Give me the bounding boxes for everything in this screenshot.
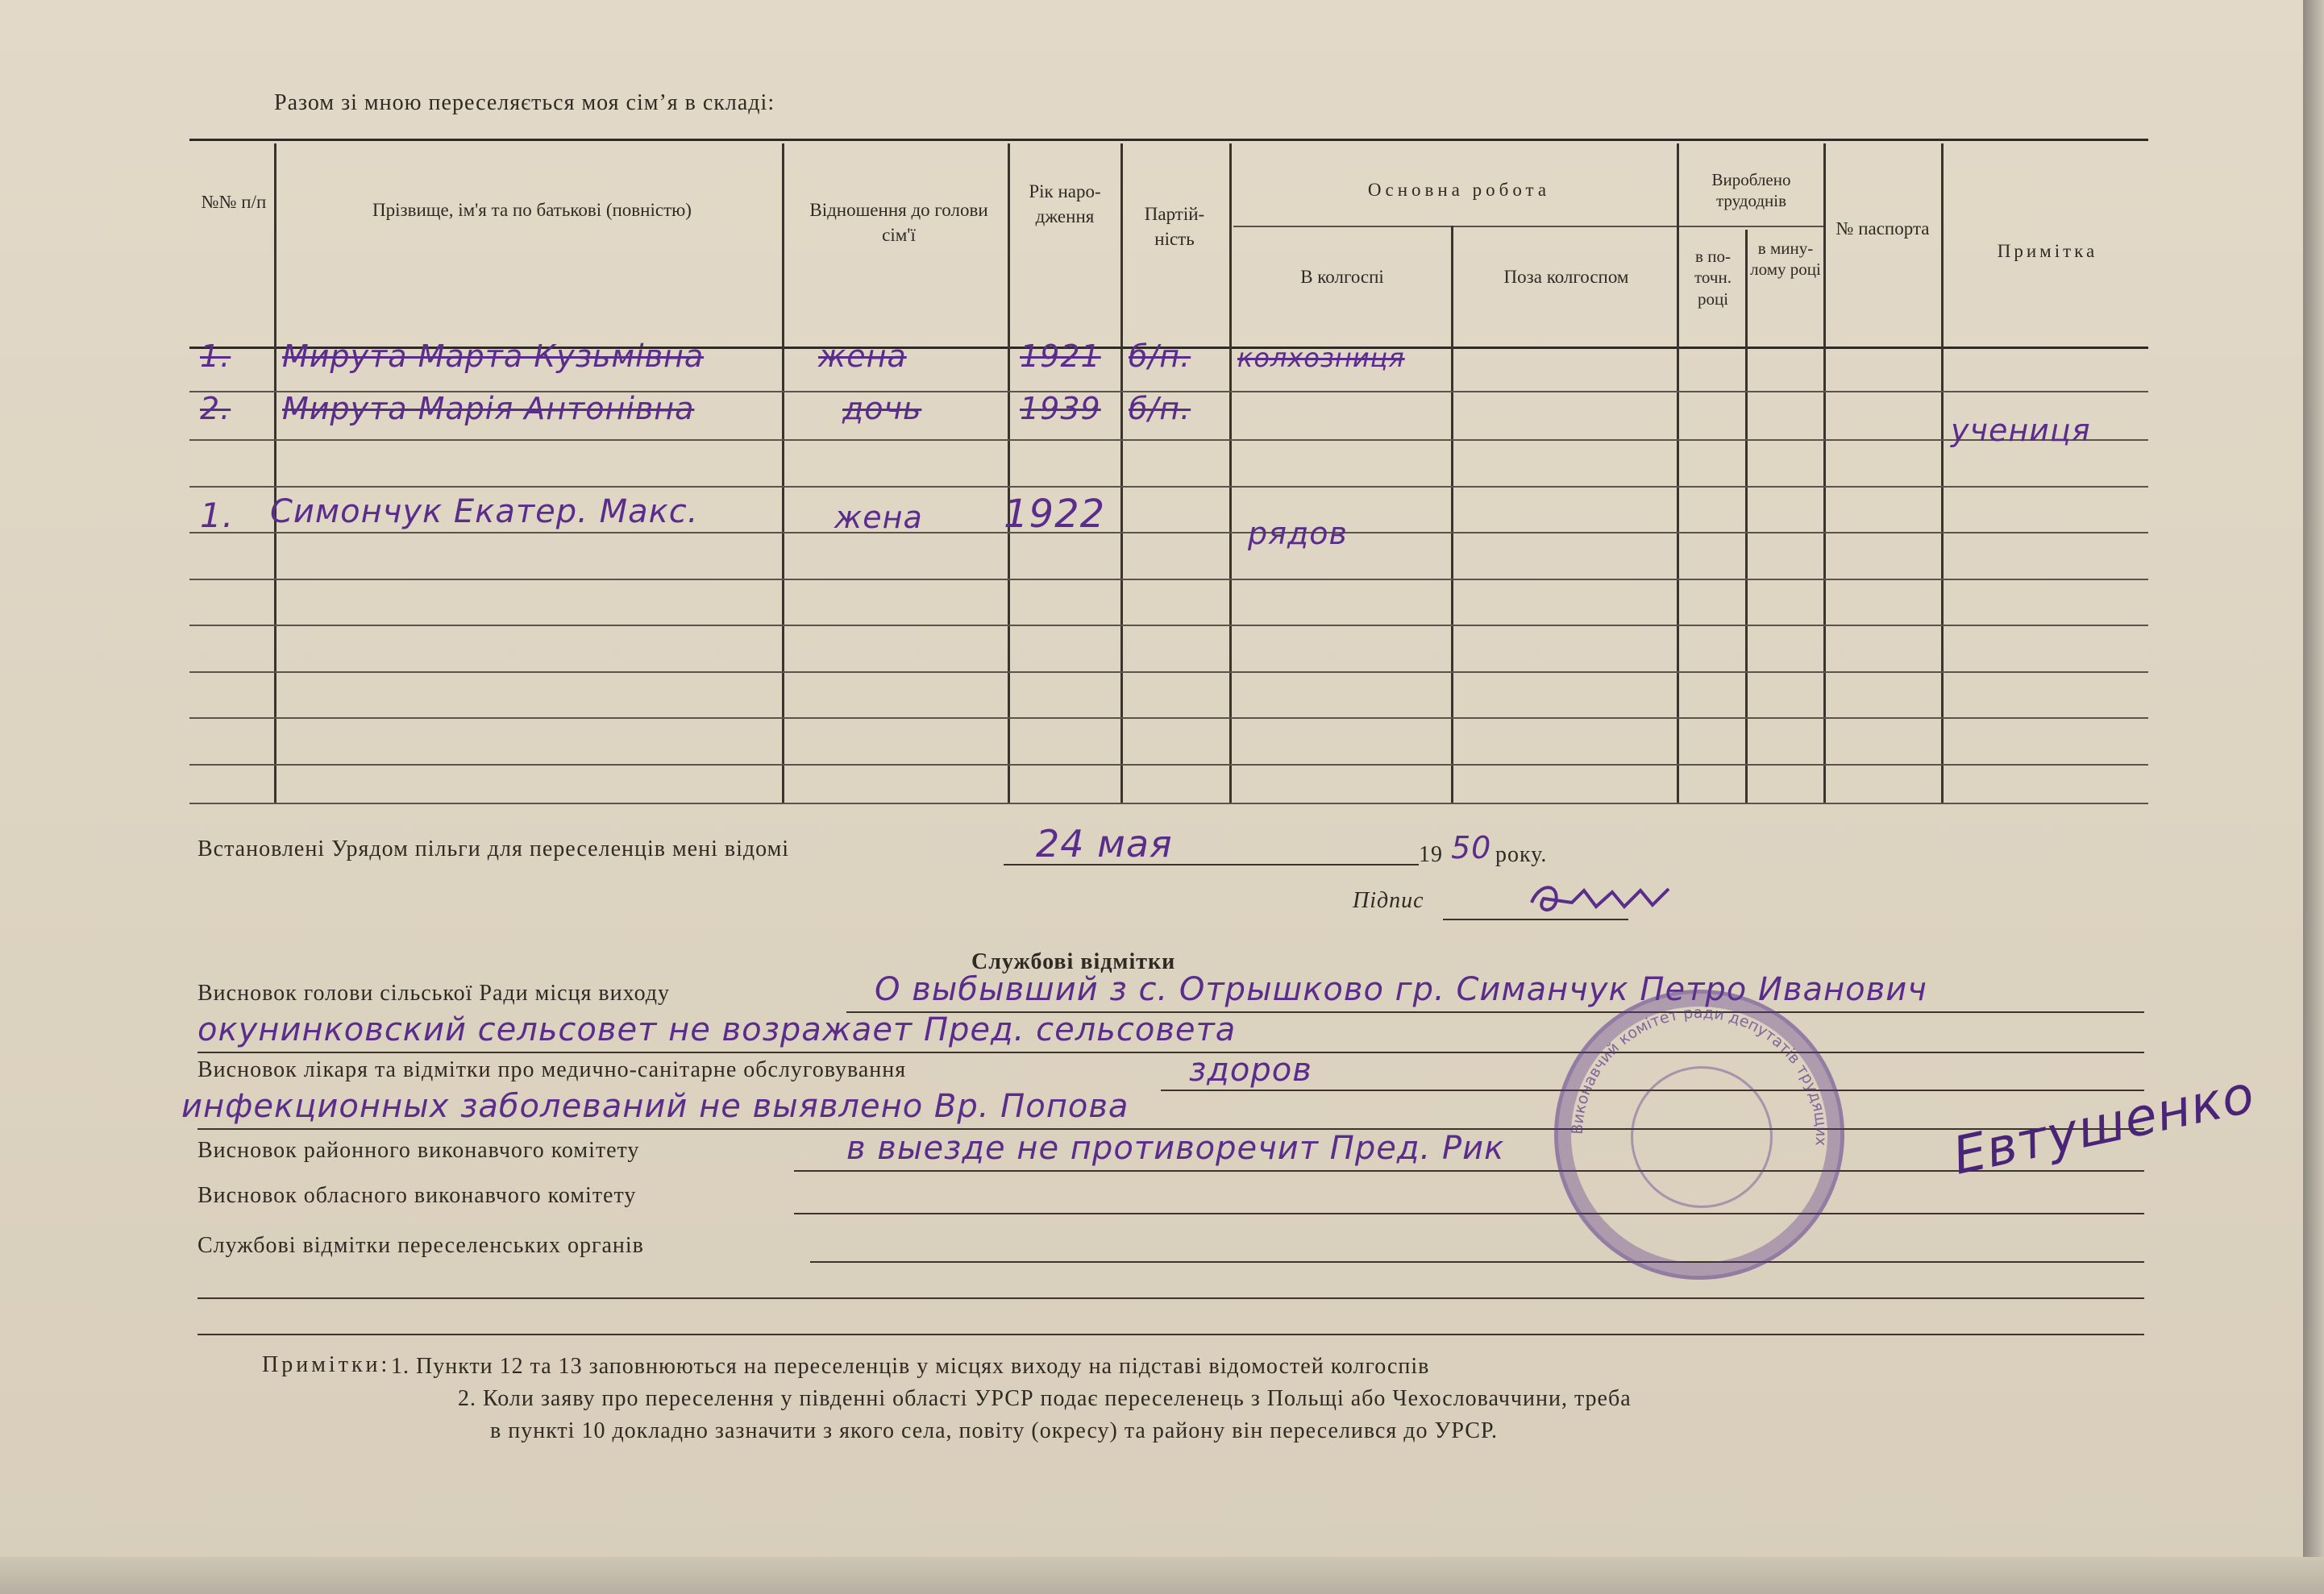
district-line xyxy=(794,1170,2144,1172)
row-rule xyxy=(189,764,2148,766)
village-hand-1[interactable]: О выбывший з с. Отрышково гр. Симанчук Петро Иванович xyxy=(875,971,1927,1008)
stamp-ring-text xyxy=(1558,994,1840,1276)
row3-kolhosp: рядов xyxy=(1248,516,1348,551)
header-num: №№ п/п xyxy=(201,192,267,212)
row1-kolhosp: колхозниця xyxy=(1237,342,1405,373)
row1-party: б/п. xyxy=(1129,338,1191,374)
official-stamp xyxy=(1554,990,1844,1280)
village-label: Висновок голови сільської Ради місця виходу xyxy=(197,981,671,1006)
family-heading: Разом зі мною переселяється моя сім’я в складі: xyxy=(274,90,775,115)
col-divider xyxy=(1677,143,1679,804)
resettlement-line-2 xyxy=(197,1297,2144,1299)
header-last-year: в мину- лому році xyxy=(1750,239,1821,280)
note-2b: в пункті 10 докладно зазначити з якого села, повіту (окресу) та району він переселився до УРСР. xyxy=(490,1418,1499,1443)
row2-note: учениця xyxy=(1951,413,2091,448)
row-rule xyxy=(189,717,2148,719)
row-rule xyxy=(189,486,2148,488)
row2-num: 2. xyxy=(200,391,231,426)
row2-name: Мирута Марія Антонівна xyxy=(282,391,695,426)
row1-name: Мирута Марта Кузьмівна xyxy=(282,338,705,374)
privileges-year-suffix: року. xyxy=(1495,842,1548,867)
district-label: Висновок районного виконавчого комітету xyxy=(197,1138,640,1163)
main-work-sub-rule xyxy=(1233,226,1685,227)
workdays-sub-rule xyxy=(1677,226,1826,227)
col-divider xyxy=(782,143,784,804)
district-hand[interactable]: в выезде не противоречит Пред. Рик xyxy=(846,1130,1505,1167)
official-title: Службові відмітки xyxy=(971,949,1176,974)
row-rule xyxy=(189,803,2148,804)
header-party: Партій- ність xyxy=(1144,204,1205,250)
col-divider xyxy=(1823,143,1826,804)
col-divider xyxy=(1941,143,1944,804)
header-outside: Поза колгоспом xyxy=(1503,267,1629,287)
header-relation: Відношення до голови сім'ї xyxy=(809,200,988,246)
privileges-year[interactable]: 50 xyxy=(1451,830,1492,865)
resettlement-label: Службові відмітки переселенських органів xyxy=(197,1233,644,1258)
col-divider xyxy=(1120,143,1123,804)
village-hand-2[interactable]: окунинковский сельсовет не возражает Пред. сельсовета xyxy=(197,1011,1237,1048)
header-name: Прізвище, ім'я та по батькові (повністю) xyxy=(372,200,692,220)
row-rule xyxy=(189,625,2148,626)
oblast-label: Висновок обласного виконавчого комітету xyxy=(197,1183,637,1208)
village-line-2 xyxy=(197,1052,2144,1053)
doctor-hand-2[interactable]: инфекционных заболеваний не выявлено Вр. Попова xyxy=(181,1088,1129,1125)
resettlement-line-1 xyxy=(810,1261,2144,1263)
header-workdays: Вироблено трудоднів xyxy=(1711,170,1791,211)
row2-party: б/п. xyxy=(1129,391,1191,426)
row3-name: Симончук Екатер. Макс. xyxy=(270,493,699,530)
row3-num: 1. xyxy=(200,496,235,535)
header-current-year: в по- точн. році xyxy=(1694,247,1732,309)
row2-relation: дочь xyxy=(842,391,922,426)
svg-text:Виконавчий комітет ради депута: Виконавчий комітет ради депутатів трудящих xyxy=(1568,1003,1831,1147)
header-year: Рік наро- дження xyxy=(1029,181,1101,227)
row3-relation: жена xyxy=(834,500,923,535)
col-divider xyxy=(274,143,276,804)
oblast-line xyxy=(794,1213,2144,1214)
doctor-label: Висновок лікаря та відмітки про медично-санітарне обслуговування xyxy=(197,1057,907,1082)
table-top-rule xyxy=(189,139,2148,141)
underlying-page-edge xyxy=(2303,0,2324,1594)
row3-year: 1922 xyxy=(1004,492,1106,537)
note-1: 1. Пункти 12 та 13 заповнюються на переселенців у місцях виходу на підставі відомостей колгоспів xyxy=(391,1354,1430,1379)
header-main-work: Основна робота xyxy=(1367,180,1551,200)
note-2a: 2. Коли заяву про переселення у південні області УРСР подає переселенець з Польщі або Чехословаччини, треба xyxy=(458,1386,1632,1411)
signature-label: Підпис xyxy=(1353,888,1424,913)
row-rule xyxy=(189,532,2148,533)
notes-label: Примітки: xyxy=(262,1352,391,1377)
header-passport: № паспорта xyxy=(1836,218,1930,239)
header-kolhosp: В колгоспі xyxy=(1300,267,1384,287)
district-signature: Евтушенко xyxy=(1948,1065,2260,1187)
applicant-signature xyxy=(1524,874,1685,923)
doctor-hand-1[interactable]: здоров xyxy=(1189,1052,1312,1089)
resettlement-line-3 xyxy=(197,1334,2144,1335)
privileges-date[interactable]: 24 мая xyxy=(1036,822,1173,865)
col-divider xyxy=(1229,143,1232,804)
col-divider xyxy=(1008,143,1010,804)
row-rule xyxy=(189,671,2148,673)
row1-relation: жена xyxy=(818,338,907,374)
underlying-page-bottom xyxy=(0,1557,2324,1594)
privileges-year-prefix: 19 xyxy=(1419,842,1443,867)
row-rule xyxy=(189,439,2148,441)
header-note: Примітка xyxy=(1997,241,2098,261)
row-rule xyxy=(189,579,2148,580)
row2-year: 1939 xyxy=(1020,391,1101,426)
privileges-text: Встановлені Урядом пільги для переселенців мені відомі xyxy=(197,836,790,861)
row1-num: 1. xyxy=(200,338,231,374)
row1-year: 1921 xyxy=(1020,338,1101,374)
